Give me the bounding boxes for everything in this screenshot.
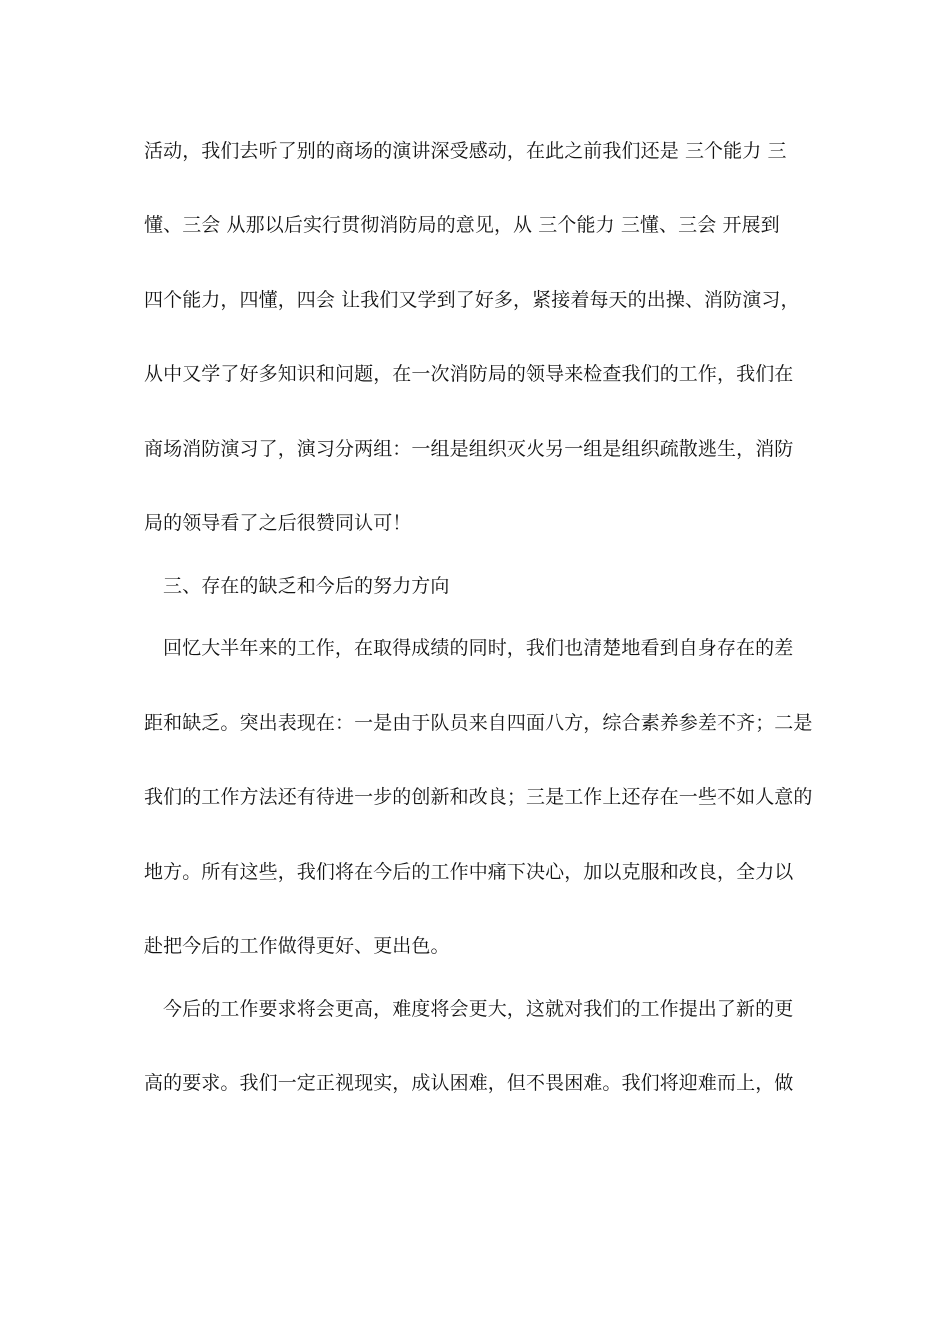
paragraph-line: 距和缺乏。突出表现在：一是由于队员来自四面八方，综合素养参差不齐；二是 <box>144 712 813 734</box>
paragraph-line: 从中又学了好多知识和问题，在一次消防局的领导来检查我们的工作，我们在 <box>144 363 794 385</box>
paragraph-line: 局的领导看了之后很赞同认可！ <box>144 512 412 534</box>
section-heading: 三、存在的缺乏和今后的努力方向 <box>163 575 450 597</box>
paragraph-line: 四个能力，四懂，四会 让我们又学到了好多，紧接着每天的出操、消防演习， <box>144 289 800 311</box>
paragraph-line: 今后的工作要求将会更高，难度将会更大，这就对我们的工作提出了新的更 <box>163 998 794 1020</box>
paragraph-line: 地方。所有这些，我们将在今后的工作中痛下决心，加以克服和改良，全力以 <box>144 861 794 883</box>
paragraph-line: 我们的工作方法还有待进一步的创新和改良；三是工作上还存在一些不如人意的 <box>144 786 813 808</box>
paragraph-line: 高的要求。我们一定正视现实，成认困难，但不畏困难。我们将迎难而上，做 <box>144 1072 794 1094</box>
paragraph-line: 回忆大半年来的工作，在取得成绩的同时，我们也清楚地看到自身存在的差 <box>163 637 794 659</box>
paragraph-line: 活动，我们去听了别的商场的演讲深受感动，在此之前我们还是 三个能力 三 <box>144 140 787 162</box>
paragraph-line: 商场消防演习了，演习分两组：一组是组织灭火另一组是组织疏散逃生，消防 <box>144 438 794 460</box>
paragraph-line: 懂、三会 从那以后实行贯彻消防局的意见，从 三个能力 三懂、三会 开展到 <box>144 214 780 236</box>
paragraph-line: 赴把今后的工作做得更好、更出色。 <box>144 935 450 957</box>
